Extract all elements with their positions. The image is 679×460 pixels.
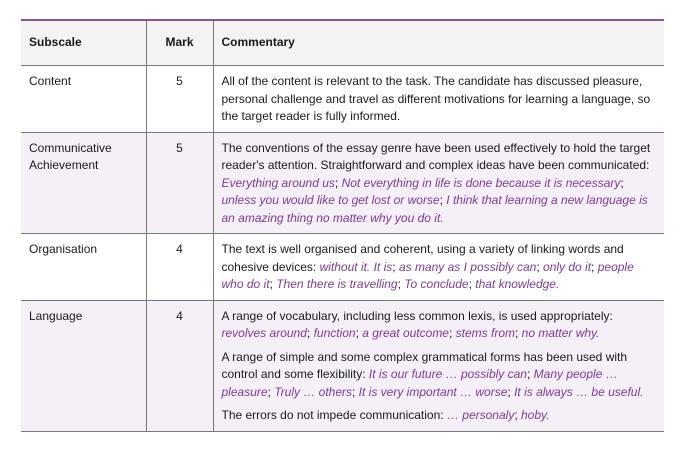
commentary-text: A range of vocabulary, including less common lexis, is used appropriately: [221, 308, 613, 323]
commentary-text: All of the content is relevant to the task. The candidate has discussed pleasure, personal challenge and travel as different motivations for learning a language, so the target reader is fully informed. [221, 74, 651, 123]
commentary-text: The text is well organised and coherent, using a variety of linking words and cohesive devices: [221, 242, 624, 274]
table-row [21, 66, 664, 133]
commentary-text: The errors do not impede communication: [221, 408, 447, 422]
mark-cell: 4 [146, 300, 213, 431]
table-header-row [21, 20, 664, 66]
commentary-text: A range of simple and some complex grammatical forms has been used with control and some flexibility: [221, 349, 628, 381]
mark-cell: 5 [146, 132, 213, 234]
commentary-cell: The conventions of the essay genre have been used effectively to hold the target reader's attention. Straightforward and complex ideas have been communicated: Everything around us; Not everything in life is done because it is necessary; unless you would like to get lost or worse; I think that learning a new language is an amazing thing no matter why you do it. [213, 132, 664, 234]
table-row [21, 300, 664, 431]
example-quote: … personaly [446, 408, 515, 422]
header-commentary: Commentary [213, 20, 664, 66]
example-quote: Then there is travelling [276, 277, 398, 291]
example-quote: hoby. [521, 408, 550, 422]
example-quote: without it. It is [319, 259, 393, 274]
subscale-line: Achievement [29, 158, 99, 172]
example-quote: as many as I possibly can [398, 259, 537, 274]
subscale-cell: Content [21, 66, 146, 133]
commentary-paragraph: A range of vocabulary, including less common lexis, is used appropriately: revolves around; function; a great outcome; stems from; no matter why. [221, 308, 613, 340]
subscale-cell: Language [21, 300, 146, 431]
header-mark: Mark [146, 20, 213, 66]
commentary-cell: The text is well organised and coherent, using a variety of linking words and cohesive devices: without it. It is; as many as I possibly can; only do it; people who do it; Then there is travelling; To conclude; that knowledge. [213, 234, 664, 301]
example-quote: a great outcome [362, 326, 449, 340]
subscale-cell [21, 132, 146, 234]
example-quote: It is very important … worse [358, 384, 508, 399]
subscale-cell: Organisation [21, 234, 146, 301]
commentary-cell [213, 66, 664, 133]
example-quote: revolves around [221, 326, 307, 340]
example-quote: Everything around us [221, 175, 335, 190]
example-quote: no matter why. [521, 326, 600, 340]
subscale-line: Communicative [29, 140, 112, 155]
example-quote: stems from [455, 326, 515, 340]
example-quote: I think that learning a new language is an amazing thing no matter why you do it. [221, 193, 648, 225]
example-quote: Not everything in life is done because it is necessary [341, 175, 621, 190]
example-quote: It is always … be useful. [514, 384, 644, 399]
example-quote: It is our future … possibly can [368, 367, 527, 381]
example-quote: Many people … pleasure [221, 367, 618, 399]
commentary-paragraph: The errors do not impede communication: … personaly; hoby. [221, 408, 550, 422]
example-quote: unless you would like to get lost or worse [221, 193, 440, 207]
header-subscale: Subscale [21, 20, 146, 66]
example-quote: that knowledge. [475, 277, 560, 291]
example-quote: Truly … others [274, 384, 352, 399]
mark-cell: 5 [146, 66, 213, 133]
commentary-cell [213, 300, 664, 431]
assessment-table [21, 19, 664, 432]
example-quote: people who do it [221, 259, 634, 291]
assessment-table-wrapper [21, 19, 664, 432]
mark-cell: 4 [146, 234, 213, 301]
example-quote: To conclude [404, 277, 469, 291]
example-quote: function [313, 326, 356, 340]
example-quote: only do it [543, 259, 592, 274]
commentary-text: The conventions of the essay genre have been used effectively to hold the target reader's attention. Straightforward and complex ideas have been communicated: [221, 140, 651, 172]
table-row [21, 132, 664, 234]
commentary-paragraph: A range of simple and some complex grammatical forms has been used with control and some flexibility: It is our future … possibly can; Many people … pleasure; Truly … others; It is very important … worse; It is always … be useful. [221, 349, 644, 399]
table-row [21, 234, 664, 301]
